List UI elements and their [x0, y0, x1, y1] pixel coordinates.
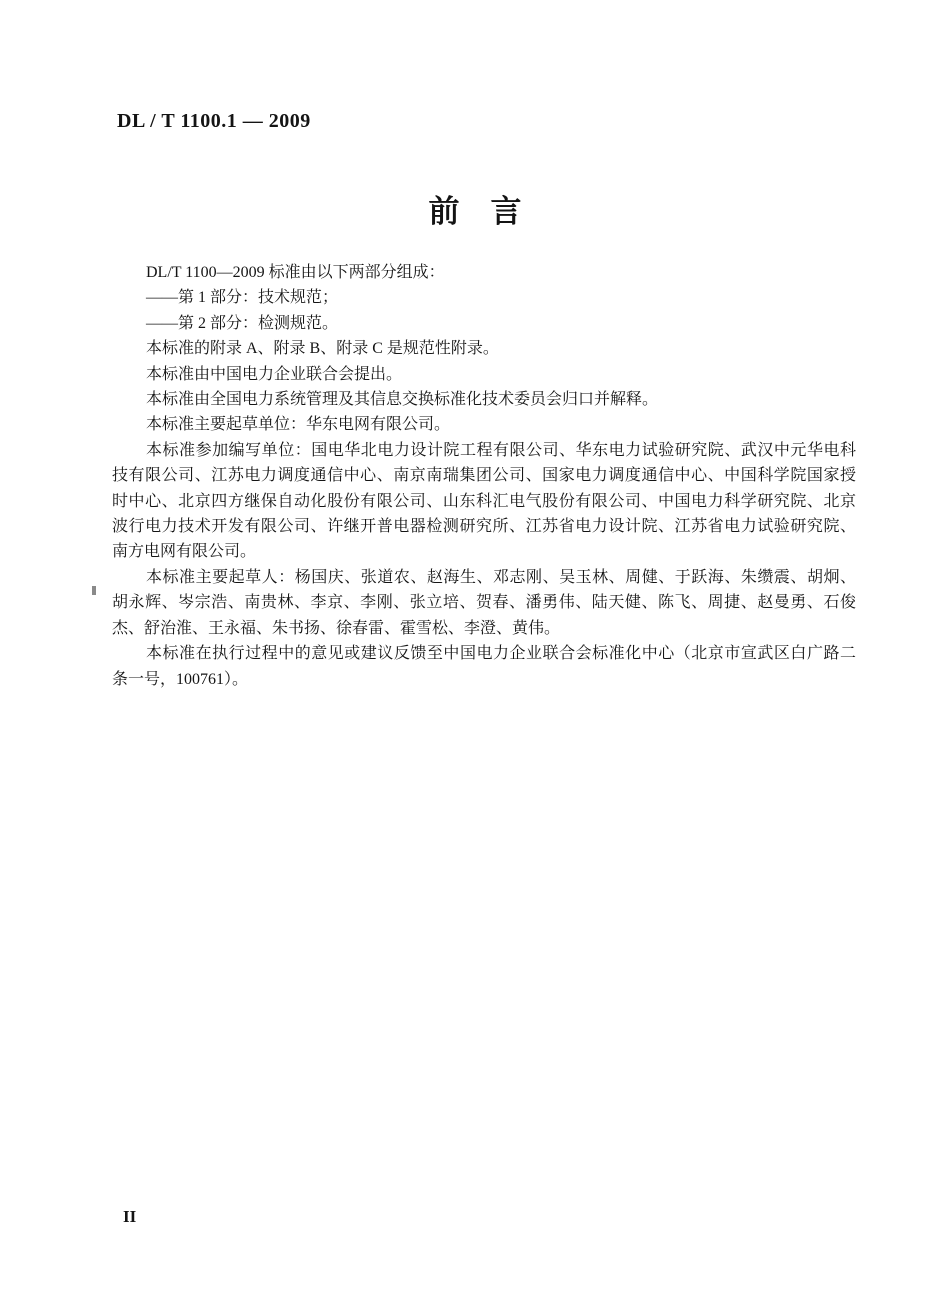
text-line: 杰、舒治淮、王永福、朱书扬、徐春雷、霍雪松、李澄、黄伟。 [112, 619, 561, 637]
text-line: 胡永辉、岑宗浩、南贵林、李京、李刚、张立培、贺春、潘勇伟、陆天健、陈飞、周捷、赵曼勇、石俊 [112, 594, 856, 612]
text-line: 本标准在执行过程中的意见或建议反馈至中国电力企业联合会标准化中心（北京市宣武区白广路二 [146, 645, 856, 663]
text-line: 时中心、北京四方继保自动化股份有限公司、山东科汇电气股份有限公司、中国电力科学研究院、北京 [112, 492, 856, 510]
text-line: 本标准主要起草人：杨国庆、张道农、赵海生、邓志刚、吴玉林、周健、于跃海、朱缵震、胡炯、 [146, 568, 856, 586]
page-number: II [123, 1207, 137, 1226]
text-line: 技有限公司、江苏电力调度通信中心、南京南瑞集团公司、国家电力调度通信中心、中国科学院国家授 [112, 467, 856, 485]
text-line: 南方电网有限公司。 [112, 543, 257, 561]
text-line: 本标准的附录 A、附录 B、附录 C 是规范性附录。 [146, 340, 499, 358]
text-line: 本标准由中国电力企业联合会提出。 [146, 365, 403, 383]
text-line: 波行电力技术开发有限公司、许继开普电器检测研究所、江苏省电力设计院、江苏省电力试验研究院、 [112, 518, 856, 536]
text-line: ——第 1 部分：技术规范； [146, 289, 339, 307]
text-line: DL/T 1100—2009 标准由以下两部分组成： [146, 264, 445, 281]
foreword-text [112, 260, 856, 692]
page-title: 前 言 [428, 194, 522, 229]
text-line: 本标准由全国电力系统管理及其信息交换标准化技术委员会归口并解释。 [146, 391, 659, 409]
text-line: ——第 2 部分：检测规范。 [146, 314, 339, 332]
scan-artifact [92, 586, 96, 595]
text-line: 本标准主要起草单位：华东电网有限公司。 [146, 416, 451, 434]
text-line: 本标准参加编写单位：国电华北电力设计院工程有限公司、华东电力试验研究院、武汉中元华电科 [146, 441, 856, 459]
text-line: 条一号，100761）。 [112, 670, 249, 688]
standard-number: DL / T 1100.1 — 2009 [117, 110, 311, 132]
